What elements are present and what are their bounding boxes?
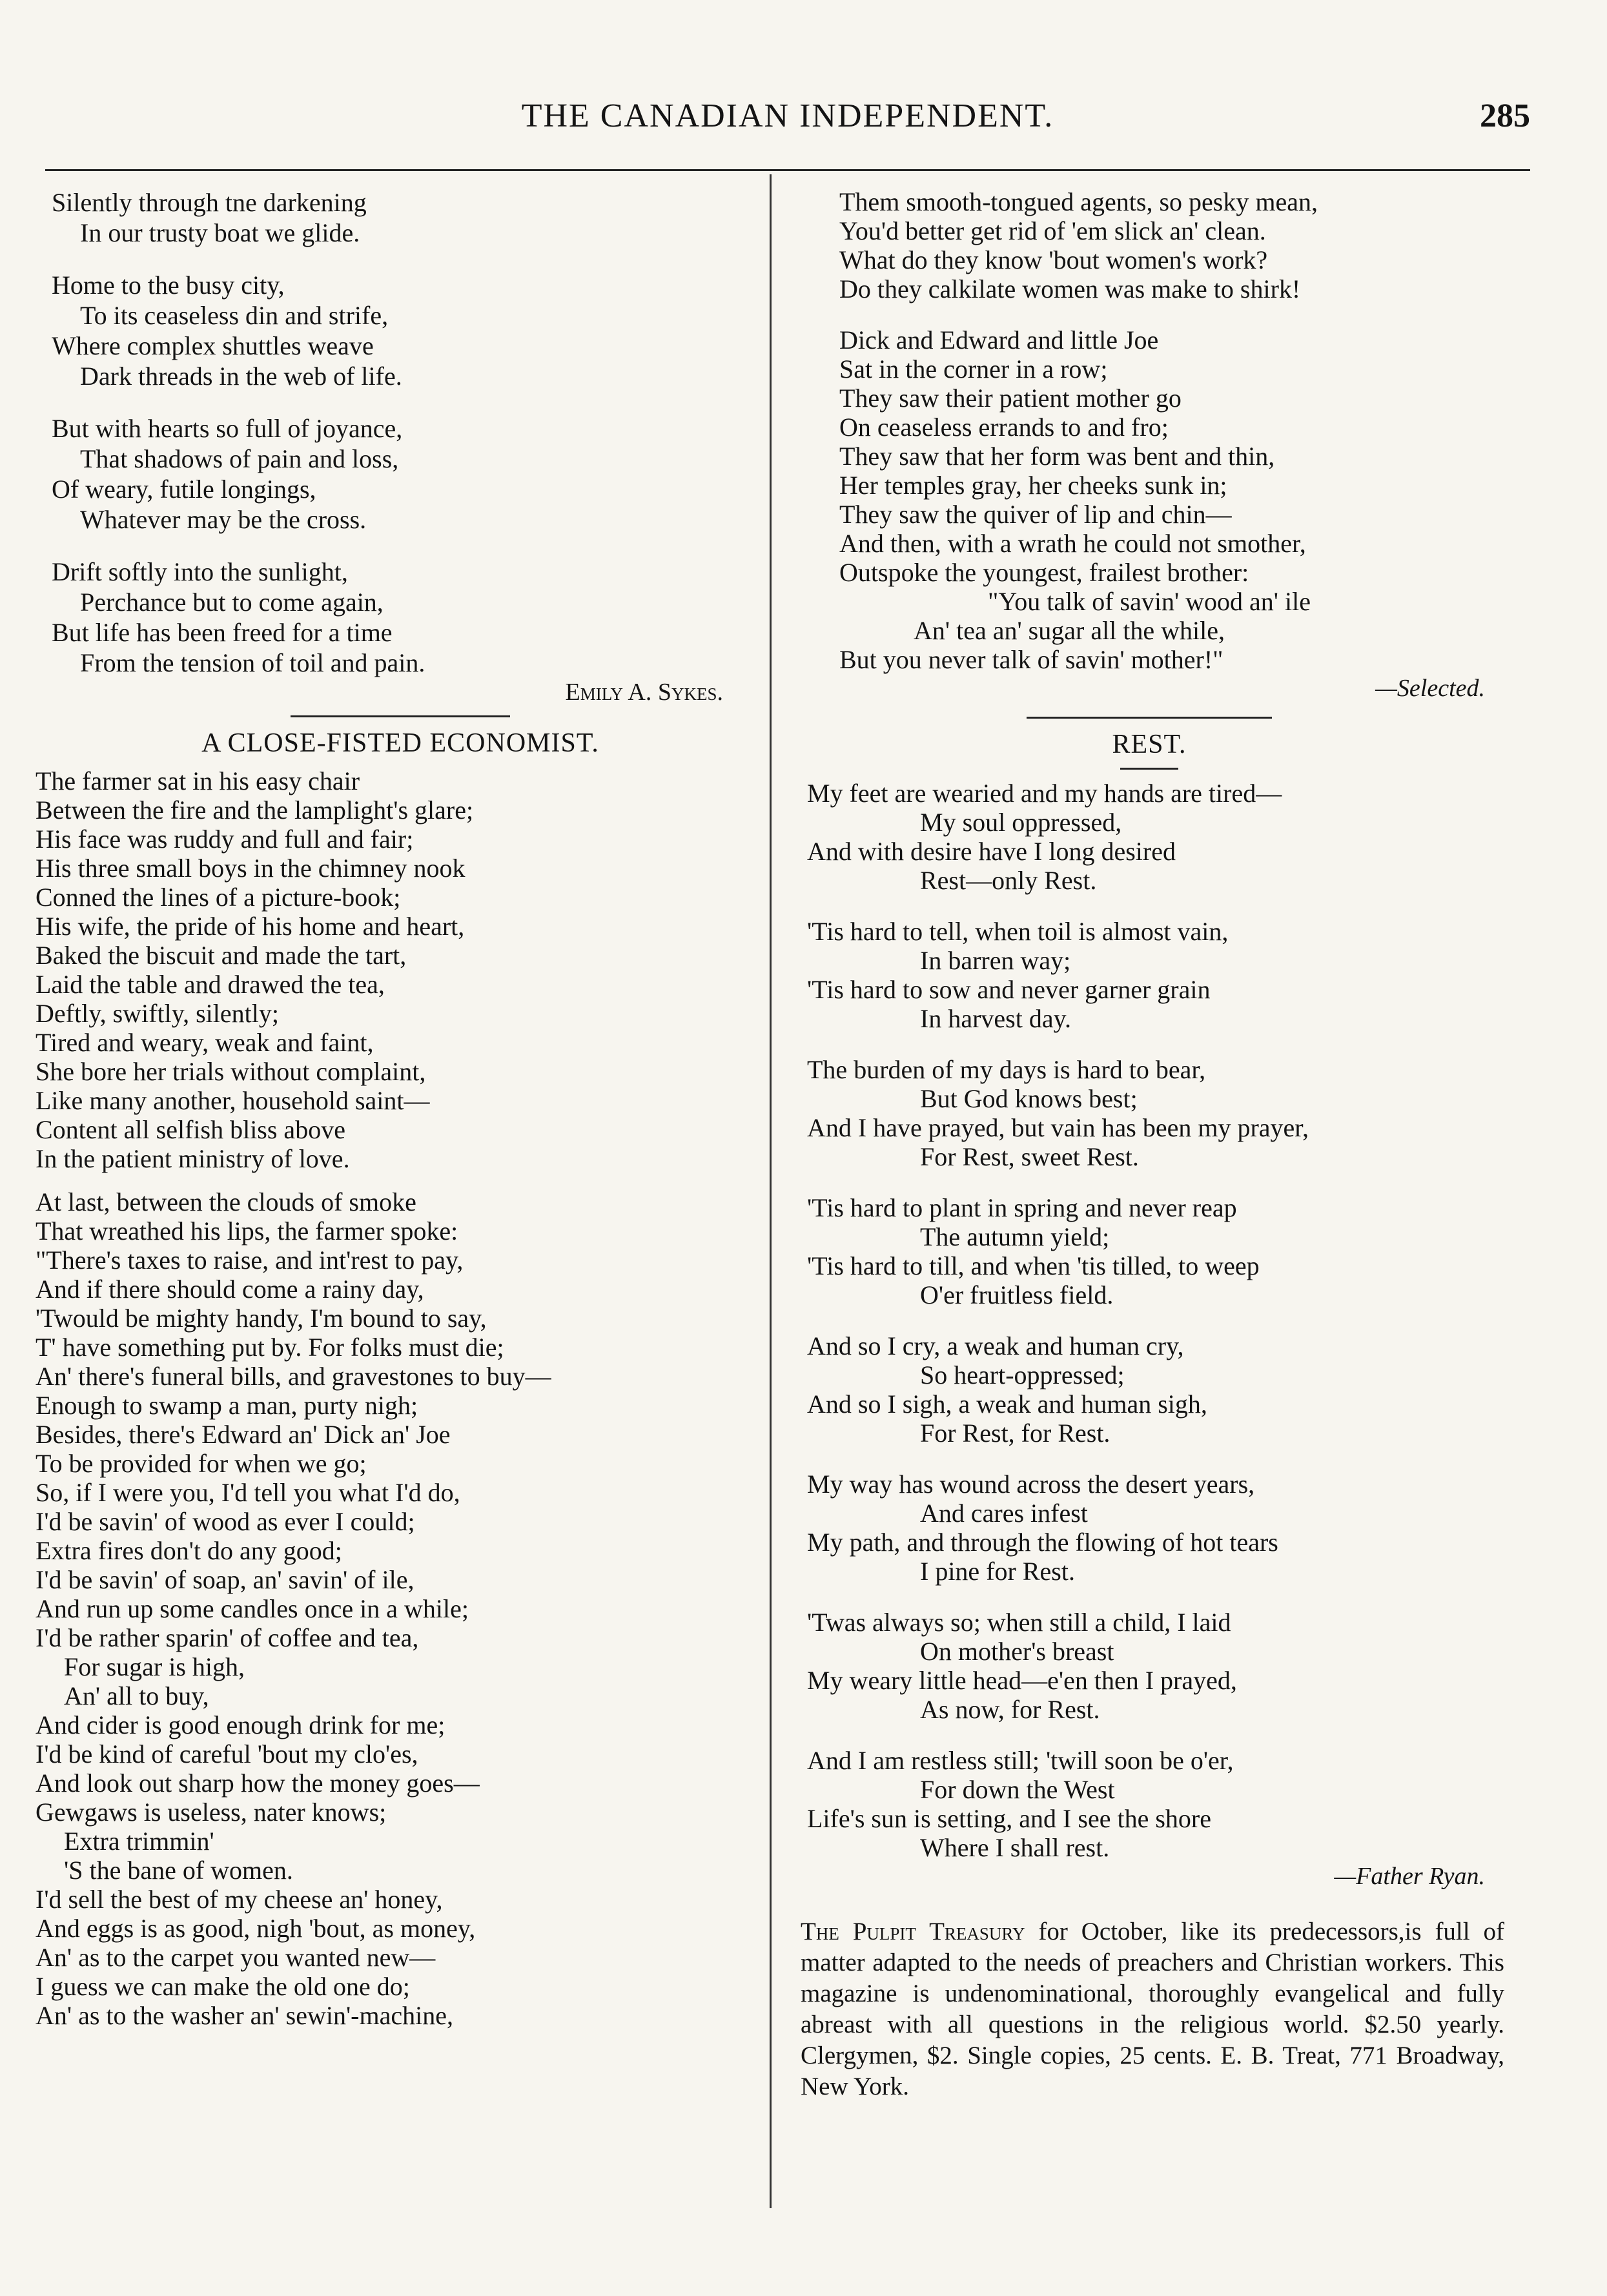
poem-line: And eggs is as good, nigh 'bout, as money,: [36, 1914, 476, 1943]
poem-line: You'd better get rid of 'em slick an' clean.: [839, 216, 1266, 245]
poem-line: On mother's breast: [920, 1637, 1114, 1666]
poem-line: In the patient ministry of love.: [36, 1144, 350, 1173]
poem-line: Drift softly into the sunlight,: [52, 557, 348, 586]
stanza-gap: [807, 1448, 1504, 1470]
poem-line: Her temples gray, her cheeks sunk in;: [839, 471, 1227, 500]
poem-line: For down the West: [920, 1775, 1115, 1804]
poem-line: An' all to buy,: [64, 1681, 209, 1710]
poem-line: I pine for Rest.: [920, 1557, 1075, 1586]
poem-line: And cider is good enough drink for me;: [36, 1710, 445, 1739]
poem-line: For Rest, sweet Rest.: [920, 1142, 1139, 1171]
poem-line: As now, for Rest.: [920, 1695, 1100, 1724]
poem-line: My way has wound across the desert years,: [807, 1470, 1255, 1499]
poem-line: O'er fruitless field.: [920, 1280, 1114, 1309]
poem-line: I'd be savin' of soap, an' savin' of ile,: [36, 1565, 415, 1594]
poem-line: I'd sell the best of my cheese an' honey,: [36, 1885, 443, 1914]
poem-line: And so I sigh, a weak and human sigh,: [807, 1389, 1207, 1419]
poem-line: Between the fire and the lamplight's glare;: [36, 795, 474, 825]
poem-line: An' tea an' sugar all the while,: [914, 616, 1225, 645]
poem-line: And look out sharp how the money goes—: [36, 1768, 480, 1798]
poem-continuation: [839, 187, 1504, 674]
poem-line: The farmer sat in his easy chair: [36, 766, 360, 795]
poem-line: Dark threads in the web of life.: [80, 362, 402, 391]
poem-stanza: [36, 766, 749, 1173]
poem-line: But you never talk of savin' mother!": [839, 645, 1223, 674]
page-number: 285: [1480, 97, 1530, 134]
poem-stanza: [36, 1187, 749, 2030]
poem-line: Do they calkilate women was make to shirk!: [839, 274, 1301, 303]
poem-line: I'd be kind of careful 'bout my clo'es,: [36, 1739, 418, 1768]
poem-line: Baked the biscuit and made the tart,: [36, 941, 407, 970]
stanza-gap: [807, 1171, 1504, 1193]
poem-line: 'S the bane of women.: [64, 1856, 293, 1885]
poem-line: They saw the quiver of lip and chin—: [839, 500, 1232, 529]
poem-line: Deftly, swiftly, silently;: [36, 999, 279, 1028]
poem-stanzas-rest: [807, 779, 1504, 1862]
poem-line: In harvest day.: [920, 1004, 1071, 1033]
stanza-gap: [52, 248, 749, 270]
right-column: [794, 187, 1504, 2102]
poem-line: T' have something put by. For folks must die;: [36, 1333, 504, 1362]
poem-line: But life has been freed for a time: [52, 618, 393, 647]
poem-line: 'Twould be mighty handy, I'm bound to say,: [36, 1304, 487, 1333]
poem-line: And so I cry, a weak and human cry,: [807, 1331, 1184, 1360]
poem-line: And run up some candles once in a while;: [36, 1594, 469, 1623]
poem-line: Silently through tne darkening: [52, 188, 367, 217]
poem-line: My path, and through the flowing of hot tears: [807, 1528, 1278, 1557]
poem-line: Where complex shuttles weave: [52, 331, 374, 360]
poem-line: 'Tis hard to till, and when 'tis tilled, to weep: [807, 1251, 1260, 1280]
poem-line: That wreathed his lips, the farmer spoke:: [36, 1216, 458, 1245]
stanza-gap: [807, 1724, 1504, 1746]
poem-line: Extra trimmin': [64, 1827, 214, 1856]
header-rule: [45, 169, 1530, 171]
poem-line: Besides, there's Edward an' Dick an' Joe: [36, 1420, 451, 1449]
poem-author: —Father Ryan.: [1334, 1863, 1485, 1890]
journal-title: THE CANADIAN INDEPENDENT.: [521, 97, 1054, 134]
poem-line: Like many another, household saint—: [36, 1086, 430, 1115]
section-rule: [291, 715, 510, 717]
poem-line: Tired and weary, weak and faint,: [36, 1028, 374, 1057]
poem-line: His face was ruddy and full and fair;: [36, 825, 414, 854]
poem-line: My weary little head—e'en then I prayed,: [807, 1666, 1237, 1695]
poem-title: A CLOSE-FISTED ECONOMIST.: [201, 728, 599, 758]
poem-line: And cares infest: [920, 1499, 1088, 1528]
poem-line: His three small boys in the chimney nook: [36, 854, 466, 883]
poem-line: What do they know 'bout women's work?: [839, 245, 1268, 274]
poem-line: Outspoke the youngest, frailest brother:: [839, 558, 1249, 587]
poem-line: His wife, the pride of his home and heart,: [36, 912, 465, 941]
poem-line: I'd be savin' of wood as ever I could;: [36, 1507, 415, 1536]
poem-line: I'd be rather sparin' of coffee and tea,: [36, 1623, 419, 1652]
poem-line: Perchance but to come again,: [80, 588, 384, 617]
poem-line: For Rest, for Rest.: [920, 1419, 1111, 1448]
poem-line: Conned the lines of a picture-book;: [36, 883, 401, 912]
poem-line: At last, between the clouds of smoke: [36, 1187, 416, 1216]
poem-line: They saw their patient mother go: [839, 384, 1182, 413]
poem-line: 'Tis hard to tell, when toil is almost vain,: [807, 917, 1229, 946]
poem-line: From the tension of toil and pain.: [80, 648, 425, 677]
poem-line: Content all selfish bliss above: [36, 1115, 345, 1144]
poem-line: But God knows best;: [920, 1084, 1138, 1113]
poem-line: For sugar is high,: [64, 1652, 245, 1681]
stanza-gap: [807, 1033, 1504, 1055]
poem-title: REST.: [1112, 730, 1187, 759]
poem-author: Emily A. Sykes.: [565, 679, 723, 706]
poem-line: Gewgaws is useless, nater knows;: [36, 1798, 387, 1827]
poem-line: Rest—only Rest.: [920, 866, 1097, 895]
poem-line: An' as to the washer an' sewin'-machine,: [36, 2001, 453, 2030]
poem-line: "There's taxes to raise, and int'rest to pay,: [36, 1245, 464, 1275]
poem-line: To its ceaseless din and strife,: [80, 301, 389, 330]
poem-line: Dick and Edward and little Joe: [839, 325, 1159, 354]
poem-line: That shadows of pain and loss,: [80, 444, 399, 473]
poem-line: The burden of my days is hard to bear,: [807, 1055, 1206, 1084]
poem-line: Enough to swamp a man, purty nigh;: [36, 1391, 418, 1420]
section-rule: [1027, 717, 1272, 719]
poem-line: 'Tis hard to plant in spring and never reap: [807, 1193, 1237, 1222]
poem-line: But with hearts so full of joyance,: [52, 414, 403, 443]
notice-paragraph: [794, 1916, 1504, 2102]
poem-line: "You talk of savin' wood an' ile: [988, 587, 1311, 616]
poem-line: And I have prayed, but vain has been my prayer,: [807, 1113, 1309, 1142]
stanza-gap: [52, 535, 749, 557]
poem-line: And then, with a wrath he could not smother,: [839, 529, 1306, 558]
poem-line: Sat in the corner in a row;: [839, 354, 1108, 384]
poem-line: Of weary, futile longings,: [52, 475, 316, 504]
left-column: [36, 187, 749, 2030]
poem-line: And with desire have I long desired: [807, 837, 1176, 866]
poem-line: The autumn yield;: [920, 1222, 1110, 1251]
poem-line: An' there's funeral bills, and gravestones to buy—: [36, 1362, 551, 1391]
poem-source: —Selected.: [1375, 675, 1485, 702]
notice-body: for October, like its predecessors,is full of matter adapted to the needs of preachers and Christian workers. This magazine is undenominational, thoroughly evangelical and fully abreast with all questions in the religious world. $2.50 yearly. Clergymen, $2. Single copies, 25 cents. E. B. Treat, 771 Broadway, New York.: [801, 1918, 1504, 2100]
poem-line: Extra fires don't do any good;: [36, 1536, 342, 1565]
page-header: [45, 97, 1530, 149]
poem-line: Whatever may be the cross.: [80, 505, 367, 534]
poem-line: And if there should come a rainy day,: [36, 1275, 424, 1304]
poem-line: So heart-oppressed;: [920, 1360, 1125, 1389]
poem-line: Where I shall rest.: [920, 1833, 1110, 1862]
stanza-gap: [839, 303, 1504, 325]
title-rule: [1120, 768, 1178, 770]
poem-stanzas-silently: [52, 187, 749, 678]
stanza-gap: [52, 1173, 749, 1187]
poem-line: Home to the busy city,: [52, 271, 285, 300]
poem-line: My soul oppressed,: [920, 808, 1122, 837]
poem-line: She bore her trials without complaint,: [36, 1057, 426, 1086]
poem-line: My feet are wearied and my hands are tired—: [807, 779, 1282, 808]
poem-line: I guess we can make the old one do;: [36, 1972, 410, 2001]
column-divider: [770, 174, 772, 2208]
poem-line: Life's sun is setting, and I see the shore: [807, 1804, 1211, 1833]
notice-lead: The Pulpit Treasury: [801, 1918, 1025, 1945]
poem-line: To be provided for when we go;: [36, 1449, 367, 1478]
stanza-gap: [52, 391, 749, 413]
stanza-gap: [807, 1586, 1504, 1608]
stanza-gap: [807, 1309, 1504, 1331]
poem-line: 'Tis hard to sow and never garner grain: [807, 975, 1211, 1004]
poem-line: They saw that her form was bent and thin,: [839, 442, 1275, 471]
stanza-gap: [807, 895, 1504, 917]
poem-line: An' as to the carpet you wanted new—: [36, 1943, 436, 1972]
spacer: [794, 1891, 1504, 1916]
poem-line: And I am restless still; 'twill soon be o'er,: [807, 1746, 1234, 1775]
poem-line: On ceaseless errands to and fro;: [839, 413, 1169, 442]
poem-line: In barren way;: [920, 946, 1071, 975]
poem-line: 'Twas always so; when still a child, I laid: [807, 1608, 1231, 1637]
poem-line: In our trusty boat we glide.: [80, 218, 360, 247]
poem-line: Laid the table and drawed the tea,: [36, 970, 385, 999]
poem-line: So, if I were you, I'd tell you what I'd do,: [36, 1478, 460, 1507]
poem-line: Them smooth-tongued agents, so pesky mean,: [839, 187, 1318, 216]
